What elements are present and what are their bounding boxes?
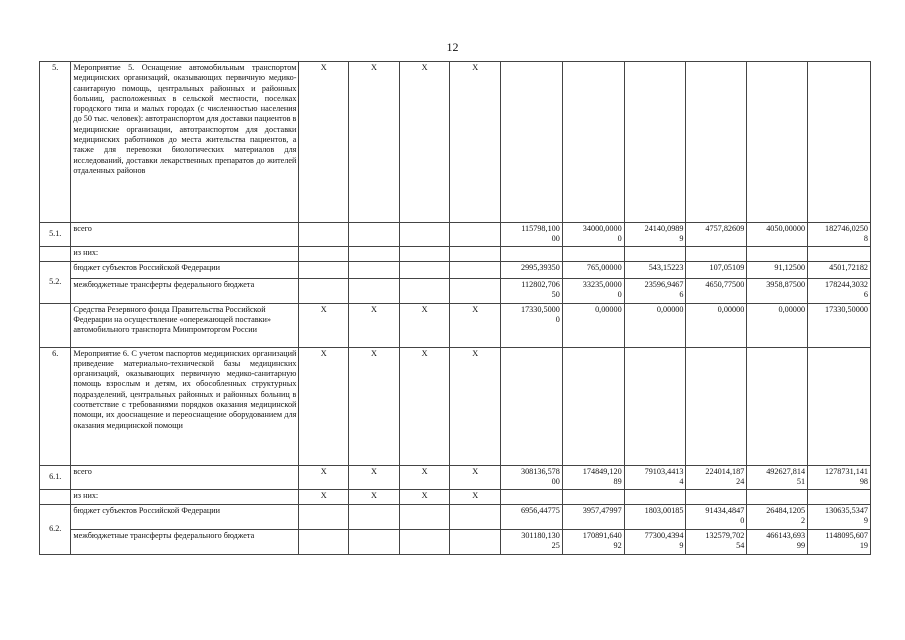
value-cell: [686, 303, 747, 347]
value: 34000,0000 0: [582, 224, 622, 244]
value: 2995,39350: [520, 262, 560, 272]
value: 24140,0989 9: [644, 224, 684, 244]
table-row-6-2-transfers: [40, 529, 871, 554]
empty-cell: [299, 223, 349, 247]
value: 79103,4413 4: [644, 466, 684, 486]
value-cell: [562, 465, 624, 489]
x-mark: Х: [399, 489, 450, 504]
empty-cell: [299, 278, 349, 303]
value: 26484,1205 2: [766, 505, 806, 525]
row-description: из них:: [71, 489, 299, 504]
value: 112802,706 50: [521, 279, 560, 299]
value-cell: [501, 223, 563, 247]
value-cell: [624, 504, 686, 529]
value-cell: [808, 504, 871, 529]
empty-cell: [450, 223, 501, 247]
value-cell: [624, 278, 686, 303]
value: 0,00000: [717, 304, 745, 314]
value-cell: [501, 303, 563, 347]
empty-cell: [40, 489, 71, 504]
value: 4650,77500: [705, 279, 745, 289]
value: 466143,693 99: [766, 530, 806, 550]
value-cell: [808, 465, 871, 489]
empty-cell: [624, 489, 686, 504]
value: 1278731,141 98: [825, 466, 868, 486]
value-cell: [562, 278, 624, 303]
empty-cell: [624, 347, 686, 465]
value-cell: [624, 223, 686, 247]
empty-cell: [808, 246, 871, 261]
value: 224014,187 24: [705, 466, 745, 486]
x-mark: Х: [399, 347, 450, 465]
table-row-6: [40, 347, 871, 465]
x-mark: Х: [299, 465, 349, 489]
value-cell: [747, 529, 808, 554]
value-cell: [686, 529, 747, 554]
value: 492627,814 51: [766, 466, 806, 486]
row-description: всего: [71, 465, 299, 489]
empty-cell: [399, 278, 450, 303]
value-cell: [562, 504, 624, 529]
empty-cell: [299, 246, 349, 261]
table-row-reserve-fund: [40, 303, 871, 347]
empty-cell: [349, 504, 400, 529]
table-row-5-1-subheader: [40, 246, 871, 261]
empty-cell: [562, 62, 624, 223]
value: 6956,44775: [520, 505, 560, 515]
empty-cell: [450, 246, 501, 261]
x-mark: Х: [450, 303, 501, 347]
value: 4050,00000: [766, 224, 806, 233]
budget-table: [39, 61, 871, 555]
value: 308136,578 00: [520, 466, 560, 486]
empty-cell: [808, 347, 871, 465]
empty-cell: [501, 246, 563, 261]
value: 174849,120 89: [582, 466, 622, 486]
table-row-6-1-subheader: [40, 489, 871, 504]
value-cell: [747, 303, 808, 347]
row-number: 5.1.: [40, 223, 71, 247]
empty-cell: [399, 261, 450, 278]
row-number: 5.2.: [40, 261, 71, 303]
row-number: 6.2.: [40, 504, 71, 554]
value-cell: [747, 504, 808, 529]
empty-cell: [399, 246, 450, 261]
value-cell: [747, 278, 808, 303]
value-cell: [624, 261, 686, 278]
value-cell: [808, 278, 871, 303]
empty-cell: [747, 489, 808, 504]
x-mark: Х: [349, 303, 400, 347]
empty-cell: [501, 62, 563, 223]
x-mark: Х: [299, 347, 349, 465]
x-mark: Х: [399, 303, 450, 347]
empty-cell: [747, 347, 808, 465]
empty-cell: [349, 529, 400, 554]
value-cell: [624, 529, 686, 554]
empty-cell: [624, 246, 686, 261]
empty-cell: [450, 278, 501, 303]
empty-cell: [808, 62, 871, 223]
x-mark: Х: [450, 347, 501, 465]
value-cell: [686, 223, 747, 247]
value: 1803,00185: [644, 505, 684, 515]
value: 3957,47997: [582, 505, 622, 515]
value-cell: [562, 261, 624, 278]
empty-cell: [450, 261, 501, 278]
value-cell: [501, 261, 563, 278]
empty-cell: [399, 223, 450, 247]
value: 33235,0000 0: [582, 279, 622, 299]
x-mark: Х: [450, 62, 501, 223]
value-cell: [562, 303, 624, 347]
empty-cell: [501, 489, 563, 504]
row-description: Мероприятие 5. Оснащение автомобильным транспортом медицинских организаций, оказывающих первичную медико-санитарную помощь, центральных районных и районных больниц, расположенных в сельской местности, поселках городского типа и малых городах (с численностью населения до 50 тыс. человек): автотранспортом для доставки пациентов в медицинские организации, автотранспортом для доставки медицинских работников до места жительства пациентов, а также для перевозки биологических материалов для исследований, доставки лекарственных препаратов до жителей отдаленных районов: [71, 62, 299, 223]
empty-cell: [450, 529, 501, 554]
table-row-5-2-transfers: [40, 278, 871, 303]
x-mark: Х: [399, 62, 450, 223]
x-mark: Х: [349, 62, 400, 223]
table-row-5-2-budget: [40, 261, 871, 278]
value: 765,00000: [586, 262, 622, 272]
value-cell: [747, 223, 808, 247]
table-row-5-1: [40, 223, 871, 247]
row-number: 6.: [40, 347, 71, 465]
empty-cell: [686, 347, 747, 465]
value: 23596,9467 6: [644, 279, 684, 299]
value: 77300,4394 9: [644, 530, 684, 550]
value: 107,05109: [709, 262, 745, 272]
table-row-6-2-budget: [40, 504, 871, 529]
value-cell: [808, 529, 871, 554]
row-description: из них:: [71, 246, 299, 261]
empty-cell: [40, 246, 71, 261]
x-mark: Х: [299, 489, 349, 504]
x-mark: Х: [450, 489, 501, 504]
value: 4501,72182: [829, 262, 868, 272]
row-description: бюджет субъектов Российской Федерации: [71, 504, 299, 529]
value: 1148095,607 19: [825, 530, 868, 550]
table-row-5: [40, 62, 871, 223]
x-mark: Х: [349, 489, 400, 504]
value-cell: [501, 278, 563, 303]
empty-cell: [686, 246, 747, 261]
value: 17330,5000 0: [520, 304, 560, 324]
value: 0,00000: [656, 304, 684, 314]
value: 91434,4847 0: [705, 505, 745, 525]
value: 0,00000: [595, 304, 622, 314]
value: 17330,50000: [825, 304, 868, 314]
value-cell: [562, 529, 624, 554]
row-description: Мероприятие 6. С учетом паспортов медицинских организаций приведение материально-технической базы медицинских организаций, оказывающих первичную медико-санитарную помощь взрослым и детям, их обособленных структурных подразделений, центральных районных и районных больниц в соответствие с требованиями порядков оказания медицинской помощи, их дооснащение и переоснащение оборудованием для оказания медицинской помощи: [71, 347, 299, 465]
value-cell: [747, 465, 808, 489]
empty-cell: [624, 62, 686, 223]
x-mark: Х: [299, 303, 349, 347]
row-description: межбюджетные трансферты федерального бюджета: [71, 278, 299, 303]
empty-cell: [299, 261, 349, 278]
value-cell: [747, 261, 808, 278]
value: 4757,82609: [705, 224, 745, 233]
empty-cell: [450, 504, 501, 529]
value: 132579,702 54: [705, 530, 745, 550]
value-cell: [808, 223, 871, 247]
value: 115798,100 00: [521, 224, 560, 244]
empty-cell: [399, 504, 450, 529]
table-row-6-1: [40, 465, 871, 489]
value: 178244,3032 6: [825, 279, 868, 299]
empty-cell: [686, 489, 747, 504]
value-cell: [624, 465, 686, 489]
empty-cell: [349, 246, 400, 261]
value-cell: [808, 261, 871, 278]
page-number: 12: [446, 40, 459, 54]
value-cell: [501, 465, 563, 489]
value: 170891,640 92: [582, 530, 622, 550]
value-cell: [686, 465, 747, 489]
value: 543,15223: [648, 262, 684, 272]
row-description: Средства Резервного фонда Правительства Российской Федерации на осуществление «опережающей поставки» автомобильного транспорта Минпромторгом России: [71, 303, 299, 347]
x-mark: Х: [299, 62, 349, 223]
empty-cell: [349, 278, 400, 303]
empty-cell: [562, 246, 624, 261]
empty-cell: [299, 504, 349, 529]
value-cell: [501, 504, 563, 529]
value-cell: [624, 303, 686, 347]
empty-cell: [562, 347, 624, 465]
value: 3958,87500: [766, 279, 806, 289]
x-mark: Х: [349, 465, 400, 489]
x-mark: Х: [450, 465, 501, 489]
empty-cell: [349, 261, 400, 278]
value-cell: [686, 278, 747, 303]
empty-cell: [40, 303, 71, 347]
empty-cell: [747, 246, 808, 261]
empty-cell: [562, 489, 624, 504]
empty-cell: [808, 489, 871, 504]
empty-cell: [349, 223, 400, 247]
value: 0,00000: [778, 304, 806, 314]
row-number: 6.1.: [40, 465, 71, 489]
value: 91,12500: [774, 262, 806, 272]
value-cell: [501, 529, 563, 554]
value-cell: [686, 261, 747, 278]
row-description: всего: [71, 223, 299, 247]
empty-cell: [686, 62, 747, 223]
empty-cell: [501, 347, 563, 465]
value: 182746,0250 8: [825, 224, 868, 244]
x-mark: Х: [349, 347, 400, 465]
value-cell: [686, 504, 747, 529]
empty-cell: [747, 62, 808, 223]
value: 130635,5347 9: [825, 505, 868, 525]
value: 301180,130 25: [521, 530, 560, 550]
value-cell: [808, 303, 871, 347]
value-cell: [562, 223, 624, 247]
row-description: межбюджетные трансферты федерального бюджета: [71, 529, 299, 554]
row-description: бюджет субъектов Российской Федерации: [71, 261, 299, 278]
x-mark: Х: [399, 465, 450, 489]
empty-cell: [299, 529, 349, 554]
row-number: 5.: [40, 62, 71, 223]
empty-cell: [399, 529, 450, 554]
